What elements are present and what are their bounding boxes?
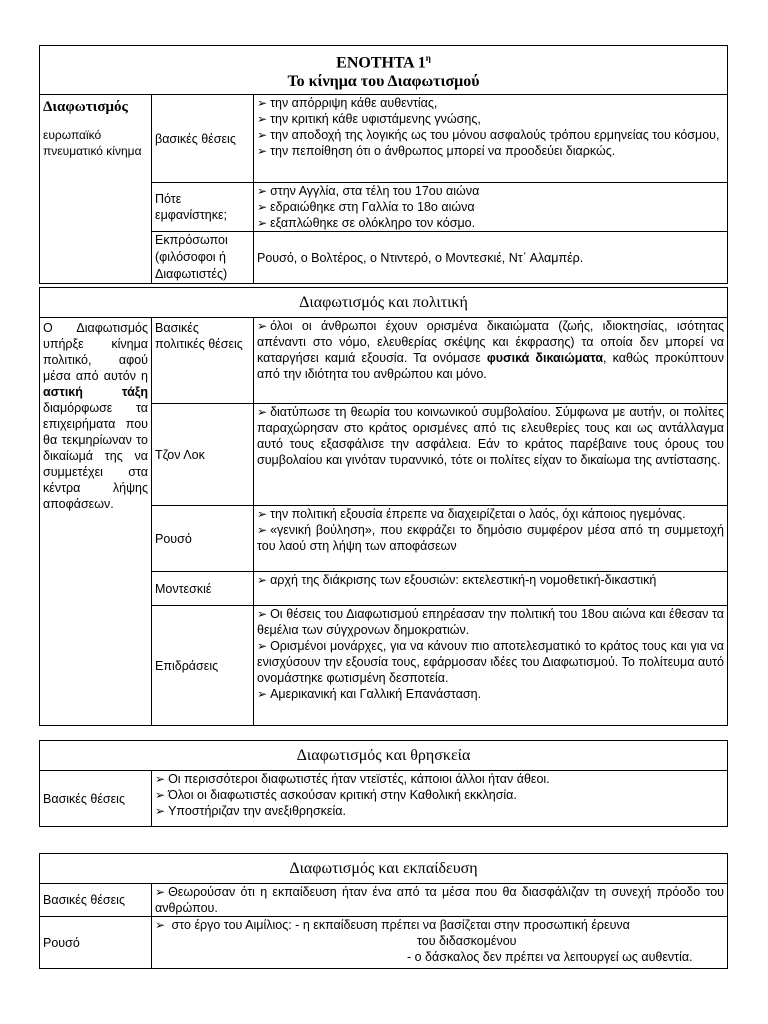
section-1-row-content — [254, 183, 728, 232]
list-item — [257, 404, 724, 468]
list-item-text: στο έργο του Αιμίλιος: - η εκπαίδευση πρέπει να βασίζεται στην προσωπική έρευνα — [171, 918, 630, 932]
section-2-row-label: Ρουσό — [152, 506, 254, 572]
section-2-left-text-after: διαμόρφωσε τα επιχειρήματα που θα τεκμηρίωναν το δικαίωμά της να συμμετέχει στα κέντρα λήψης αποφάσεων. — [43, 401, 148, 511]
arrowhead-bullet-icon: ➢ — [257, 128, 268, 143]
section-2-left-text-bold: αστική τάξη — [43, 385, 148, 399]
arrowhead-bullet-icon: ➢ — [257, 184, 268, 199]
section-4-row-content — [152, 917, 728, 969]
section-1-title — [40, 46, 728, 95]
section-2-row-content — [254, 404, 728, 506]
list-item-text: «γενική βούληση», που εκφράζει το δημόσιο συμφέρον μέσα από τη συμμετοχή του λαού στη λήψη των αποφάσεων — [257, 523, 724, 553]
section-4-row-label: Βασικές θέσεις — [40, 884, 152, 917]
section-2-row-content — [254, 606, 728, 726]
list-item-text: εδραιώθηκε στη Γαλλία το 18ο αιώνα — [270, 200, 475, 215]
arrowhead-bullet-icon: ➢ — [257, 200, 268, 215]
list-item — [155, 917, 724, 933]
list-item-text: Οι θέσεις του Διαφωτισμού επηρέασαν την πολιτική του 18ου αιώνα και έθεσαν τα θεμέλια των σύγχρονων δημοκρατιών. — [257, 607, 724, 637]
list-item-text: Οι περισσότεροι διαφωτιστές ήταν ντεϊστές, κάποιοι άλλοι ήταν άθεοι. — [168, 772, 550, 786]
list-item — [155, 884, 724, 916]
list-item-text: Ορισμένοι μονάρχες, για να κάνουν πιο αποτελεσματικό το κράτος τους και για να ενισχύσουν την εξουσία τους, εφάρμοσαν ιδέες του Διαφωτισμού. Το πολίτευμα αυτό ονομάστηκε φωτισμένη δεσποτεία. — [257, 639, 724, 685]
section-2-table — [39, 287, 728, 726]
list-item — [257, 572, 724, 588]
list-item-text: την πολιτική εξουσία έπρεπε να διαχειρίζεται ο λαός, όχι κάποιος ηγεμόνας. — [270, 507, 686, 521]
list-item-text: όλοι οι άνθρωποι έχουν ορισμένα δικαιώματα (ζωής, ιδιοκτησίας, ισότητας απέναντι στο νόμο, ελευθερίας σκέψης και έκφρασης) τα οποία δεν μπορεί να καταργήσει καμιά εξουσία. Τα ονόμασε — [257, 319, 724, 365]
list-item — [257, 522, 724, 554]
section-3-row-label: Βασικές θέσεις — [40, 771, 152, 827]
arrowhead-bullet-icon: ➢ — [257, 144, 268, 159]
list-item — [155, 787, 724, 803]
section-1-table — [39, 45, 728, 284]
arrowhead-bullet-icon: ➢ — [257, 216, 268, 231]
arrowhead-bullet-icon: ➢ — [155, 918, 166, 932]
arrowhead-bullet-icon: ➢ — [257, 319, 268, 333]
list-item — [257, 183, 724, 199]
list-item — [257, 506, 724, 522]
list-item-text: στην Αγγλία, στα τέλη του 17ου αιώνα — [270, 184, 480, 199]
section-2-title: Διαφωτισμός και πολιτική — [40, 288, 728, 318]
list-item — [257, 95, 724, 111]
list-item — [155, 771, 724, 787]
section-1-row-label: Εκπρόσωποι (φιλόσοφοι ή Διαφωτιστές) — [152, 232, 254, 284]
section-1-left-text: ευρωπαϊκό πνευματικό κίνημα — [43, 128, 142, 159]
list-item-text: την αποδοχή της λογικής ως του μόνου ασφαλούς τρόπου ερμηνείας του κόσμου, — [270, 128, 720, 143]
section-3-table — [39, 740, 728, 827]
list-item — [257, 127, 724, 143]
section-1-row-content — [254, 95, 728, 183]
section-1-row-label: Πότε εμφανίστηκε; — [152, 183, 254, 232]
section-2-left-cell — [40, 318, 152, 726]
section-1-subtitle: Το κίνημα του Διαφωτισμού — [287, 73, 480, 91]
list-item — [257, 111, 724, 127]
section-4-title: Διαφωτισμός και εκπαίδευση — [40, 854, 728, 884]
arrowhead-bullet-icon: ➢ — [155, 804, 166, 818]
arrowhead-bullet-icon: ➢ — [257, 405, 268, 419]
list-item — [257, 143, 724, 159]
section-3-row-content — [152, 771, 728, 827]
list-item-text: εξαπλώθηκε σε ολόκληρο τον κόσμο. — [270, 216, 476, 231]
section-1-title-main: ΕΝΟΤΗΤΑ 1 — [336, 54, 426, 72]
arrowhead-bullet-icon: ➢ — [257, 112, 268, 127]
section-2-row-label: Μοντεσκιέ — [152, 572, 254, 606]
list-item-text: Αμερικανική και Γαλλική Επανάσταση. — [270, 687, 482, 701]
arrowhead-bullet-icon: ➢ — [257, 523, 268, 537]
section-1-left-heading: Διαφωτισμός — [43, 99, 128, 116]
list-item-text: Όλοι οι διαφωτιστές ασκούσαν κριτική στην Καθολική εκκλησία. — [168, 788, 517, 802]
section-4-row-label: Ρουσό — [40, 917, 152, 969]
section-2-row-content — [254, 506, 728, 572]
list-item-text: την πεποίθηση ότι ο άνθρωπος μπορεί να προοδεύει διαρκώς. — [270, 144, 616, 159]
list-item-text: την κριτική κάθε υφιστάμενης γνώσης, — [270, 112, 481, 127]
arrowhead-bullet-icon: ➢ — [257, 507, 268, 521]
section-2-row-content — [254, 318, 728, 404]
list-item — [257, 686, 724, 702]
arrowhead-bullet-icon: ➢ — [155, 772, 166, 786]
arrowhead-bullet-icon: ➢ — [155, 885, 166, 899]
list-item-text: Θεωρούσαν ότι η εκπαίδευση ήταν ένα από τα μέσα που θα διασφάλιζαν τη συνεχή πρόοδο του ανθρώπου. — [155, 885, 724, 915]
section-2-left-text-before: Ο Διαφωτισμός υπήρξε κίνημα πολιτικό, αφού μέσα από αυτόν η — [43, 321, 148, 383]
list-item — [257, 318, 724, 382]
list-item-text: Υποστήριζαν την ανεξιθρησκεία. — [168, 804, 346, 818]
section-2-row-label: Βασικές πολιτικές θέσεις — [152, 318, 254, 404]
list-item — [257, 606, 724, 638]
arrowhead-bullet-icon: ➢ — [257, 687, 268, 701]
list-item — [257, 638, 724, 686]
list-item-bold-text: φυσικά δικαιώματα — [486, 351, 604, 365]
list-item — [257, 199, 724, 215]
section-1-left-cell — [40, 95, 152, 284]
list-item-continuation: του διδασκομένου — [417, 934, 517, 948]
list-item-text: αρχή της διάκρισης των εξουσιών: εκτελεστική-η νομοθετική-δικαστική — [270, 573, 657, 587]
list-item — [257, 215, 724, 231]
arrowhead-bullet-icon: ➢ — [257, 607, 268, 621]
section-3-title: Διαφωτισμός και θρησκεία — [40, 741, 728, 771]
section-1-title-sup: η — [425, 53, 431, 63]
section-4-row-content — [152, 884, 728, 917]
arrowhead-bullet-icon: ➢ — [257, 639, 268, 653]
section-1-representatives: Ρουσό, ο Βολτέρος, ο Ντιντερό, ο Μοντεσκιέ, Ντ΄ Αλαμπέρ. — [254, 232, 728, 284]
arrowhead-bullet-icon: ➢ — [257, 96, 268, 111]
section-4-table — [39, 853, 728, 969]
arrowhead-bullet-icon: ➢ — [155, 788, 166, 802]
list-item-text: την απόρριψη κάθε αυθεντίας, — [270, 96, 438, 111]
list-item — [155, 803, 724, 819]
list-item-text: , καθώς προκύπτουν από την ιδιότητα του ανθρώπου και μόνο. — [257, 351, 724, 381]
list-item-text: διατύπωσε τη θεωρία του κοινωνικού συμβολαίου. Σύμφωνα με αυτήν, οι πολίτες παραχώρησαν στο κράτος ορισμένες από τις ελευθερίες τους και ως αντάλλαγμα αυτό τους εξασφάλισε την ασφάλεια. Εάν το κράτος παρέβαινε τους όρους του συμβολαίου και γινόταν τυραννικό, τότε οι πολίτες είχαν το δικαίωμα της αντίστασης. — [257, 405, 724, 467]
section-1-row-label: βασικές θέσεις — [152, 95, 254, 183]
section-2-row-label: Τζον Λοκ — [152, 404, 254, 506]
arrowhead-bullet-icon: ➢ — [257, 573, 268, 587]
section-2-row-content — [254, 572, 728, 606]
list-item-continuation: - ο δάσκαλος δεν πρέπει να λειτουργεί ως αυθεντία. — [407, 950, 693, 964]
section-2-row-label: Επιδράσεις — [152, 606, 254, 726]
